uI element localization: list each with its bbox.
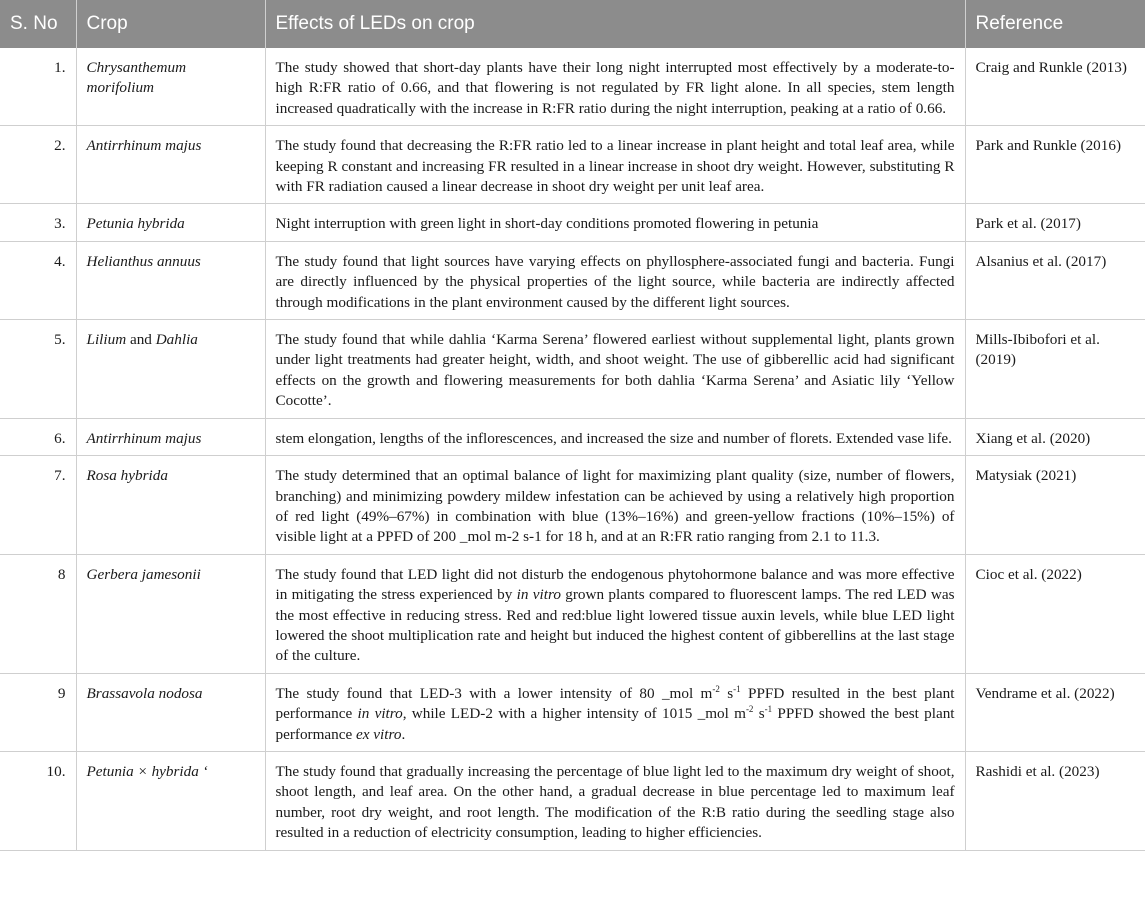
table-row bbox=[0, 48, 1145, 126]
reference-text: Vendrame et al. (2022) bbox=[965, 673, 1145, 751]
effects-part: PPFD resulted in the best plant performance bbox=[275, 684, 955, 723]
reference-text: Park and Runkle (2016) bbox=[965, 126, 1145, 204]
effects-italic: in vitro bbox=[516, 586, 561, 604]
header-row bbox=[0, 0, 1145, 48]
row-number: 6. bbox=[0, 418, 76, 455]
crop-conjunction: and bbox=[126, 331, 156, 349]
effects-text: The study determined that an optimal balance of light for maximizing plant quality (size, number of flowers, branching) and minimizing powdery mildew infestation can be achieved by using a relatively high proportion of red light (49%–67%) in combination with blue (13%–16%) and green-yellow fractions (10%–15%) of visible light at a PPFD of 200 _mol m-2 s-1 for 18 h, and at an R:FR ratio ranging from 2.1 to 11.3. bbox=[265, 456, 965, 555]
crop-name: Antirrhinum majus bbox=[76, 126, 265, 204]
row-number: 4. bbox=[0, 241, 76, 319]
crop-name: Brassavola nodosa bbox=[76, 673, 265, 751]
row-number: 10. bbox=[0, 751, 76, 850]
reference-text: Xiang et al. (2020) bbox=[965, 418, 1145, 455]
effects-part: PPFD showed the best plant performance bbox=[275, 705, 955, 743]
table-row bbox=[0, 126, 1145, 204]
row-number: 8 bbox=[0, 554, 76, 673]
table-row bbox=[0, 241, 1145, 319]
crop-name: Antirrhinum majus bbox=[76, 418, 265, 455]
reference-text: Cioc et al. (2022) bbox=[965, 554, 1145, 673]
superscript: -1 bbox=[764, 704, 773, 715]
effects-part: . bbox=[401, 725, 406, 743]
crop-name: Petunia × hybrida ‘ bbox=[76, 751, 265, 850]
effects-text: The study showed that short-day plants have their long night interrupted most effectively by a moderate-to-high R:FR ratio of 0.66, and that flowering is not regulated by FR light alone. In all species, stem length increased quadratically with the increase in R:FR ratio during the night interruption, peaking at a ratio of 0.66. bbox=[265, 48, 965, 126]
table-row bbox=[0, 751, 1145, 850]
effects-text: The study found that while dahlia ‘Karma Serena’ flowered earliest without supplemental light, plants grown under light treatments had greater height, width, and shoot weight. The use of gibberellic acid had significant effects on the growth and flowering measurements for both dahlia ‘Karma Serena’ and Asiatic lily ‘Yellow Cocotte’. bbox=[265, 320, 965, 419]
crop-name: Rosa hybrida bbox=[76, 456, 265, 555]
reference-text: Alsanius et al. (2017) bbox=[965, 241, 1145, 319]
effects-part: s bbox=[719, 684, 734, 702]
header-crop: Crop bbox=[76, 0, 265, 48]
reference-text: Matysiak (2021) bbox=[965, 456, 1145, 555]
header-sno: S. No bbox=[0, 0, 76, 48]
effects-italic: in vitro bbox=[357, 705, 403, 723]
table-header bbox=[0, 0, 1145, 48]
crop-name bbox=[76, 320, 265, 419]
crop-name: Helianthus annuus bbox=[76, 241, 265, 319]
superscript: -2 bbox=[712, 683, 720, 694]
crop-genus-a: Lilium bbox=[86, 331, 127, 349]
effects-text bbox=[265, 554, 965, 673]
effects-italic: ex vitro bbox=[356, 725, 402, 743]
reference-text: Craig and Runkle (2013) bbox=[965, 48, 1145, 126]
reference-text: Mills-Ibibofori et al. (2019) bbox=[965, 320, 1145, 419]
table-body bbox=[0, 48, 1145, 850]
effects-part: The study found that LED light did not disturb the endogenous phytohormone balance and was more effective in mitigating the stress experienced by bbox=[275, 565, 955, 604]
effects-part: The study found that LED-3 with a lower intensity of 80 _mol m bbox=[275, 684, 713, 702]
row-number: 1. bbox=[0, 48, 76, 126]
superscript: -1 bbox=[733, 683, 741, 694]
effects-text: The study found that light sources have varying effects on phyllosphere-associated fungi and bacteria. Fungi are directly influenced by the physical properties of the light source, while bacteria are indirectly affected through modifications in the plant environment caused by the different light sources. bbox=[265, 241, 965, 319]
row-number: 7. bbox=[0, 456, 76, 555]
row-number: 2. bbox=[0, 126, 76, 204]
effects-text: Night interruption with green light in short-day conditions promoted flowering in petunia bbox=[265, 204, 965, 241]
table-row bbox=[0, 673, 1145, 751]
crop-name: Chrysanthemum morifolium bbox=[76, 48, 265, 126]
table-row bbox=[0, 204, 1145, 241]
effects-text: stem elongation, lengths of the inflorescences, and increased the size and number of florets. Extended vase life. bbox=[265, 418, 965, 455]
reference-text: Rashidi et al. (2023) bbox=[965, 751, 1145, 850]
table-row bbox=[0, 456, 1145, 555]
crop-name: Petunia hybrida bbox=[76, 204, 265, 241]
crop-name: Gerbera jamesonii bbox=[76, 554, 265, 673]
row-number: 5. bbox=[0, 320, 76, 419]
header-effects: Effects of LEDs on crop bbox=[265, 0, 965, 48]
table-row bbox=[0, 320, 1145, 419]
reference-text: Park et al. (2017) bbox=[965, 204, 1145, 241]
table-row bbox=[0, 554, 1145, 673]
effects-text: The study found that decreasing the R:FR ratio led to a linear increase in plant height and total leaf area, while keeping R constant and increasing FR resulted in a linear increase in shoot dry weight. However, substituting R with FR radiation caused a linear decrease in shoot dry weight per unit leaf area. bbox=[265, 126, 965, 204]
effects-part: grown plants compared to fluorescent lamps. The red LED was the most effective in reducing stress. Red and red:blue light lowered tissue auxin levels, while blue LED light lowered the shoot multiplication rate and height but induced the highest content of gibberellins at the last stage of the culture. bbox=[275, 586, 955, 665]
row-number: 9 bbox=[0, 673, 76, 751]
header-reference: Reference bbox=[965, 0, 1145, 48]
effects-text bbox=[265, 673, 965, 751]
effects-text: The study found that gradually increasing the percentage of blue light led to the maximum dry weight of shoot, shoot length, and leaf area. On the other hand, a gradual decrease in blue percentage led to maximum leaf number, root dry weight, and root length. The modification of the R:B ratio during the seedling stage also resulted in a reduction of electricity consumption, leading to higher efficiencies. bbox=[265, 751, 965, 850]
effects-part: s bbox=[753, 705, 765, 723]
crop-genus-b: Dahlia bbox=[155, 331, 198, 349]
superscript: -2 bbox=[745, 704, 754, 715]
table-row bbox=[0, 418, 1145, 455]
row-number: 3. bbox=[0, 204, 76, 241]
effects-part: , while LED-2 with a higher intensity of 1015 _mol m bbox=[402, 705, 746, 723]
